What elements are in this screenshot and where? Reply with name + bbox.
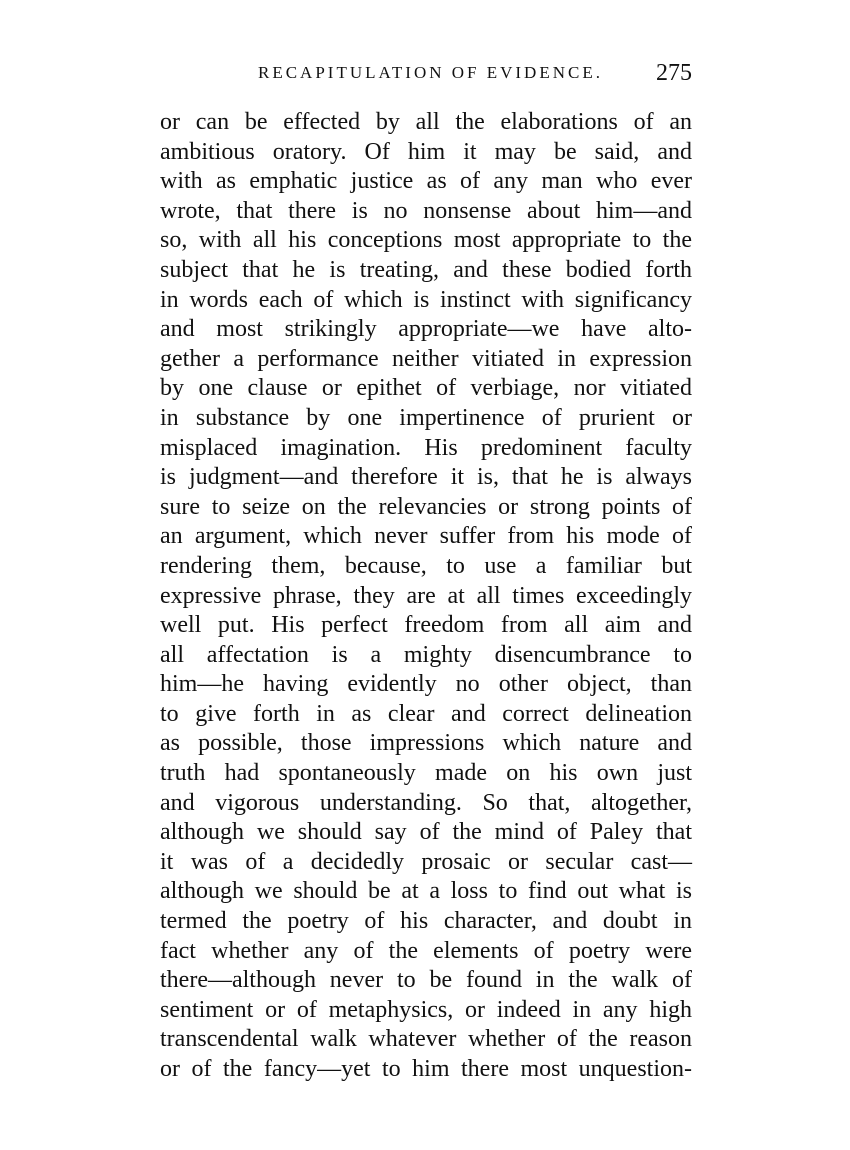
text-line: fact whether any of the elements of poetry were: [160, 937, 692, 964]
text-line: or can be effected by all the elaborations of an: [160, 109, 692, 135]
text-line: him—he having evidently no other object, than: [160, 671, 692, 698]
text-line: rendering them, because, to use a familiar but: [160, 552, 692, 579]
running-title: RECAPITULATION OF EVIDENCE.: [258, 63, 603, 82]
text-line: gether a performance neither vitiated in expression: [160, 345, 692, 372]
text-line: or of the fancy—yet to him there most unquestion-: [160, 1056, 692, 1082]
text-line: termed the poetry of his character, and doubt in: [160, 908, 692, 935]
text-line: although we should say of the mind of Paley that: [160, 819, 692, 846]
text-line: with as emphatic justice as of any man who ever: [160, 168, 692, 195]
text-line: although we should be at a loss to find out what is: [160, 878, 692, 905]
text-line: ambitious oratory. Of him it may be said, and: [160, 138, 692, 165]
text-line: misplaced imagination. His predominent faculty: [160, 434, 692, 461]
text-line: is judgment—and therefore it is, that he is always: [160, 464, 692, 491]
text-line: truth had spontaneously made on his own just: [160, 760, 692, 787]
text-line: and vigorous understanding. So that, altogether,: [160, 789, 692, 816]
text-line: an argument, which never suffer from his mode of: [160, 523, 692, 550]
text-line: and most strikingly appropriate—we have alto-: [160, 316, 692, 343]
text-line: in words each of which is instinct with significancy: [160, 286, 692, 313]
text-line: in substance by one impertinence of prurient or: [160, 404, 692, 431]
text-line: there—although never to be found in the walk of: [160, 967, 692, 994]
text-line: wrote, that there is no nonsense about him—and: [160, 197, 692, 224]
text-line: expressive phrase, they are at all times exceedingly: [160, 582, 692, 609]
text-line: well put. His perfect freedom from all aim and: [160, 612, 692, 639]
text-line: so, with all his conceptions most appropriate to the: [160, 227, 692, 254]
text-line: it was of a decidedly prosaic or secular cast—: [160, 848, 692, 875]
body-text: [160, 108, 692, 1085]
text-line: subject that he is treating, and these bodied forth: [160, 256, 692, 283]
text-line: sentiment or of metaphysics, or indeed in any high: [160, 996, 692, 1023]
running-head: [160, 58, 692, 88]
text-line: to give forth in as clear and correct delineation: [160, 700, 692, 727]
text-line: sure to seize on the relevancies or strong points of: [160, 493, 692, 520]
text-line: all affectation is a mighty disencumbrance to: [160, 641, 692, 668]
text-line: transcendental walk whatever whether of the reason: [160, 1026, 692, 1053]
text-line: as possible, those impressions which nature and: [160, 730, 692, 757]
text-line: by one clause or epithet of verbiage, nor vitiated: [160, 375, 692, 402]
page-number: 275: [656, 60, 692, 86]
